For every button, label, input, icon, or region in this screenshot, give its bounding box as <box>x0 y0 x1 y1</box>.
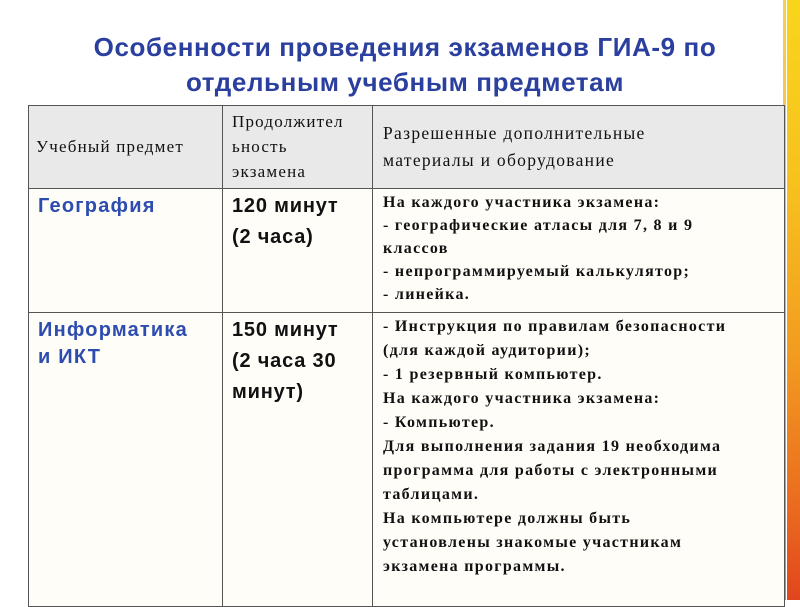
duration-cell <box>223 189 373 313</box>
duration-cell <box>223 313 373 607</box>
subject-name: и ИКТ <box>38 346 102 368</box>
materials-line: На каждого участника экзамена: <box>383 194 661 211</box>
header-subject-label: Учебный предмет <box>36 137 184 156</box>
materials-line: программа для работы с электронными <box>383 462 719 479</box>
subject-cell <box>29 189 223 313</box>
exam-table <box>28 105 785 607</box>
materials-line: - 1 резервный компьютер. <box>383 366 603 383</box>
materials-line: - линейка. <box>383 286 471 303</box>
duration-line: (2 часа 30 <box>232 350 337 372</box>
materials-cell <box>373 189 785 313</box>
table-row-geography <box>29 189 785 313</box>
materials-line: - непрограммируемый калькулятор; <box>383 263 691 280</box>
duration-line: (2 часа) <box>232 226 314 248</box>
table-header-row <box>29 106 785 189</box>
materials-line: (для каждой аудитории); <box>383 342 591 359</box>
materials-line: На каждого участника экзамена: <box>383 390 661 407</box>
slide-title-line-1: Особенности проведения экзаменов ГИА-9 по <box>93 32 717 62</box>
subject-name: География <box>38 195 156 217</box>
table-row-informatics <box>29 313 785 607</box>
header-materials-cell <box>373 106 785 189</box>
header-materials-line: Разрешенные дополнительные <box>383 123 646 143</box>
header-materials-line: материалы и оборудование <box>383 150 616 170</box>
duration-line: 120 минут <box>232 195 339 217</box>
materials-line: Для выполнения задания 19 необходима <box>383 438 722 455</box>
materials-line: - Инструкция по правилам безопасности <box>383 318 727 335</box>
materials-line: - географические атласы для 7, 8 и 9 <box>383 217 694 234</box>
duration-line: минут) <box>232 381 304 403</box>
header-duration-line: ьность <box>232 137 288 156</box>
subject-cell <box>29 313 223 607</box>
header-duration-cell <box>223 106 373 189</box>
header-duration-line: Продолжител <box>232 112 344 131</box>
materials-line: экзамена программы. <box>383 558 566 575</box>
materials-line: На компьютере должны быть <box>383 510 632 527</box>
slide-title-line-2: отдельным учебным предметам <box>185 67 625 97</box>
header-subject-cell <box>29 106 223 189</box>
materials-line: установлены знакомые участникам <box>383 534 683 551</box>
materials-cell <box>373 313 785 607</box>
materials-line: классов <box>383 240 449 257</box>
materials-line: таблицами. <box>383 486 480 503</box>
subject-name: Информатика <box>38 319 188 341</box>
materials-line: - Компьютер. <box>383 414 495 431</box>
slide-title <box>10 30 800 100</box>
duration-line: 150 минут <box>232 319 339 341</box>
header-duration-line: экзамена <box>232 162 307 181</box>
